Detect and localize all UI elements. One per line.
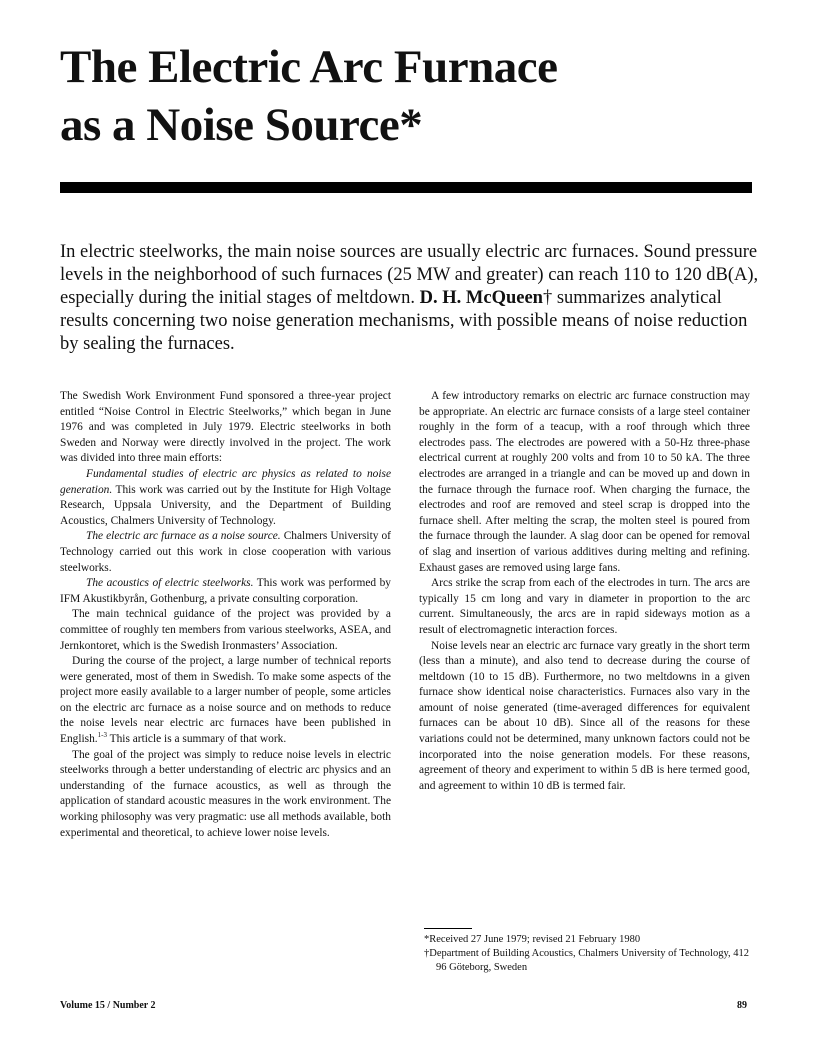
paragraph: [60, 576, 391, 607]
paragraph-body: This work was performed by IFM Akustikbyrån, Gothenburg, a private consulting corporation.: [60, 577, 391, 605]
run-in-heading: The acoustics of electric steelworks.: [86, 577, 254, 590]
paragraph: Noise levels near an electric arc furnace vary greatly in the short term (less than a minute), and also tend to decrease during the course of meltdown (10 to 15 dB). Furthermore, no two meltdowns in a given furnace show identical noise characteristics. Furnaces also vary in the amount of noise generated (time-averaged differences for equivalent furnaces can be about 10 dB). Since all of the reasons for these variations could not be determined, many unknown factors could not be incorporated into the noise generation models. For these reasons, agreement of theory and experiment to within 5 dB is here termed good, and agreement to within 10 dB is termed fair.: [419, 639, 750, 792]
article-title: [60, 38, 760, 154]
paragraph: The Swedish Work Environment Fund sponsored a three-year project entitled “Noise Control in Electric Steelworks,” which began in June 1976 and was completed in July 1979. Electric steelworks in both Sweden and Norway were directly involved in the project. The work was divided into three main efforts:: [60, 390, 391, 465]
author-mark: †: [542, 288, 553, 308]
paragraph: [60, 467, 391, 529]
paragraph: [60, 529, 391, 576]
paragraph-body: Chalmers University of Technology carried out this work in close cooperation with various steelworks.: [60, 530, 391, 574]
paragraph-body: This article is a summary of that work.: [109, 733, 287, 746]
author-name: D. H. McQueen: [419, 288, 543, 308]
footnotes: [424, 933, 758, 975]
footnote-affiliation: †Department of Building Acoustics, Chalmers University of Technology, 412 96 Göteborg, Sweden: [424, 948, 750, 973]
run-in-heading: Fundamental studies of electric arc physics as related to noise generation.: [60, 467, 391, 496]
abstract-text-before: In electric steelworks, the main noise sources are usually electric arc furnaces. Sound pressure levels in the neighborhood of such furnaces (25 MW and greater) can reach 110 to 120 dB(A), especially during the initial stages of meltdown.: [60, 242, 759, 308]
paragraph: The goal of the project was simply to reduce noise levels in electric steelworks through a better understanding of electric arc physics and an understanding of the furnace acoustics, as well as through the application of standard acoustic measures in the work environment. The working philosophy was very pragmatic: use all methods available, both experimental and theoretical, to achieve lower noise levels.: [60, 748, 391, 839]
right-column: [419, 389, 750, 794]
paragraph: [60, 654, 391, 748]
run-in-heading: The electric arc furnace as a noise source.: [86, 530, 281, 543]
volume-info: Volume 15 / Number 2: [60, 1000, 156, 1011]
paragraph-body: This work was carried out by the Institute for High Voltage Research, Uppsala University, and the Department of Building Acoustics, Chalmers University of Technology.: [60, 483, 391, 527]
left-column: [60, 389, 391, 841]
paragraph: The main technical guidance of the project was provided by a committee of roughly ten members from various steelworks, ASEA, and Jernkontoret, which is the Swedish Ironmasters’ Association.: [60, 608, 391, 652]
title-line-2: as a Noise Source*: [60, 99, 423, 151]
paragraph: A few introductory remarks on electric arc furnace construction may be appropriate. An electric arc furnace consists of a large steel container roughly in the form of a teacup, with a roof through which three electrodes pass. The electrodes are powered with a 50-Hz three-phase electrical current at roughly 200 volts and from 10 to 50 kA. The three electrodes are arranged in a triangle and can be moved up and down in the furnace through the furnace roof. When charging the furnace, the electrodes and roof are removed and steel scrap is dropped into the furnace shell. After melting the scrap, the molten steel is poured from the furnace through the launder. A slag door can be opened for removal of slag and insertion of various additives during melting and refining. Exhaust gases are removed using large fans.: [419, 390, 750, 574]
footnote-rule: [424, 928, 472, 929]
footnote-received: *Received 27 June 1979; revised 21 February 1980: [424, 934, 641, 945]
paragraph: Arcs strike the scrap from each of the electrodes in turn. The arcs are typically 15 cm long and vary in diameter in proportion to the arc current. Simultaneously, the arcs are in rapid sideways motion as a result of electromagnetic interaction forces.: [419, 577, 750, 636]
title-rule: [60, 182, 752, 193]
paragraph-body: During the course of the project, a large number of technical reports were generated, most of them in Swedish. To make some aspects of the project more easily available to a larger number of people, some articles on the electric arc furnace as a noise source and on methods to reduce the noise levels near electric arc furnaces have been published in English.: [60, 655, 391, 746]
abstract: [60, 241, 760, 356]
reference-marker: 1-3: [97, 731, 107, 740]
page-number: 89: [737, 1000, 747, 1011]
abstract-text-after: summarizes analytical results concerning two noise generation mechanisms, with possible means of noise reduction by sealing the furnaces.: [60, 288, 748, 354]
title-line-1: The Electric Arc Furnace: [60, 41, 558, 93]
